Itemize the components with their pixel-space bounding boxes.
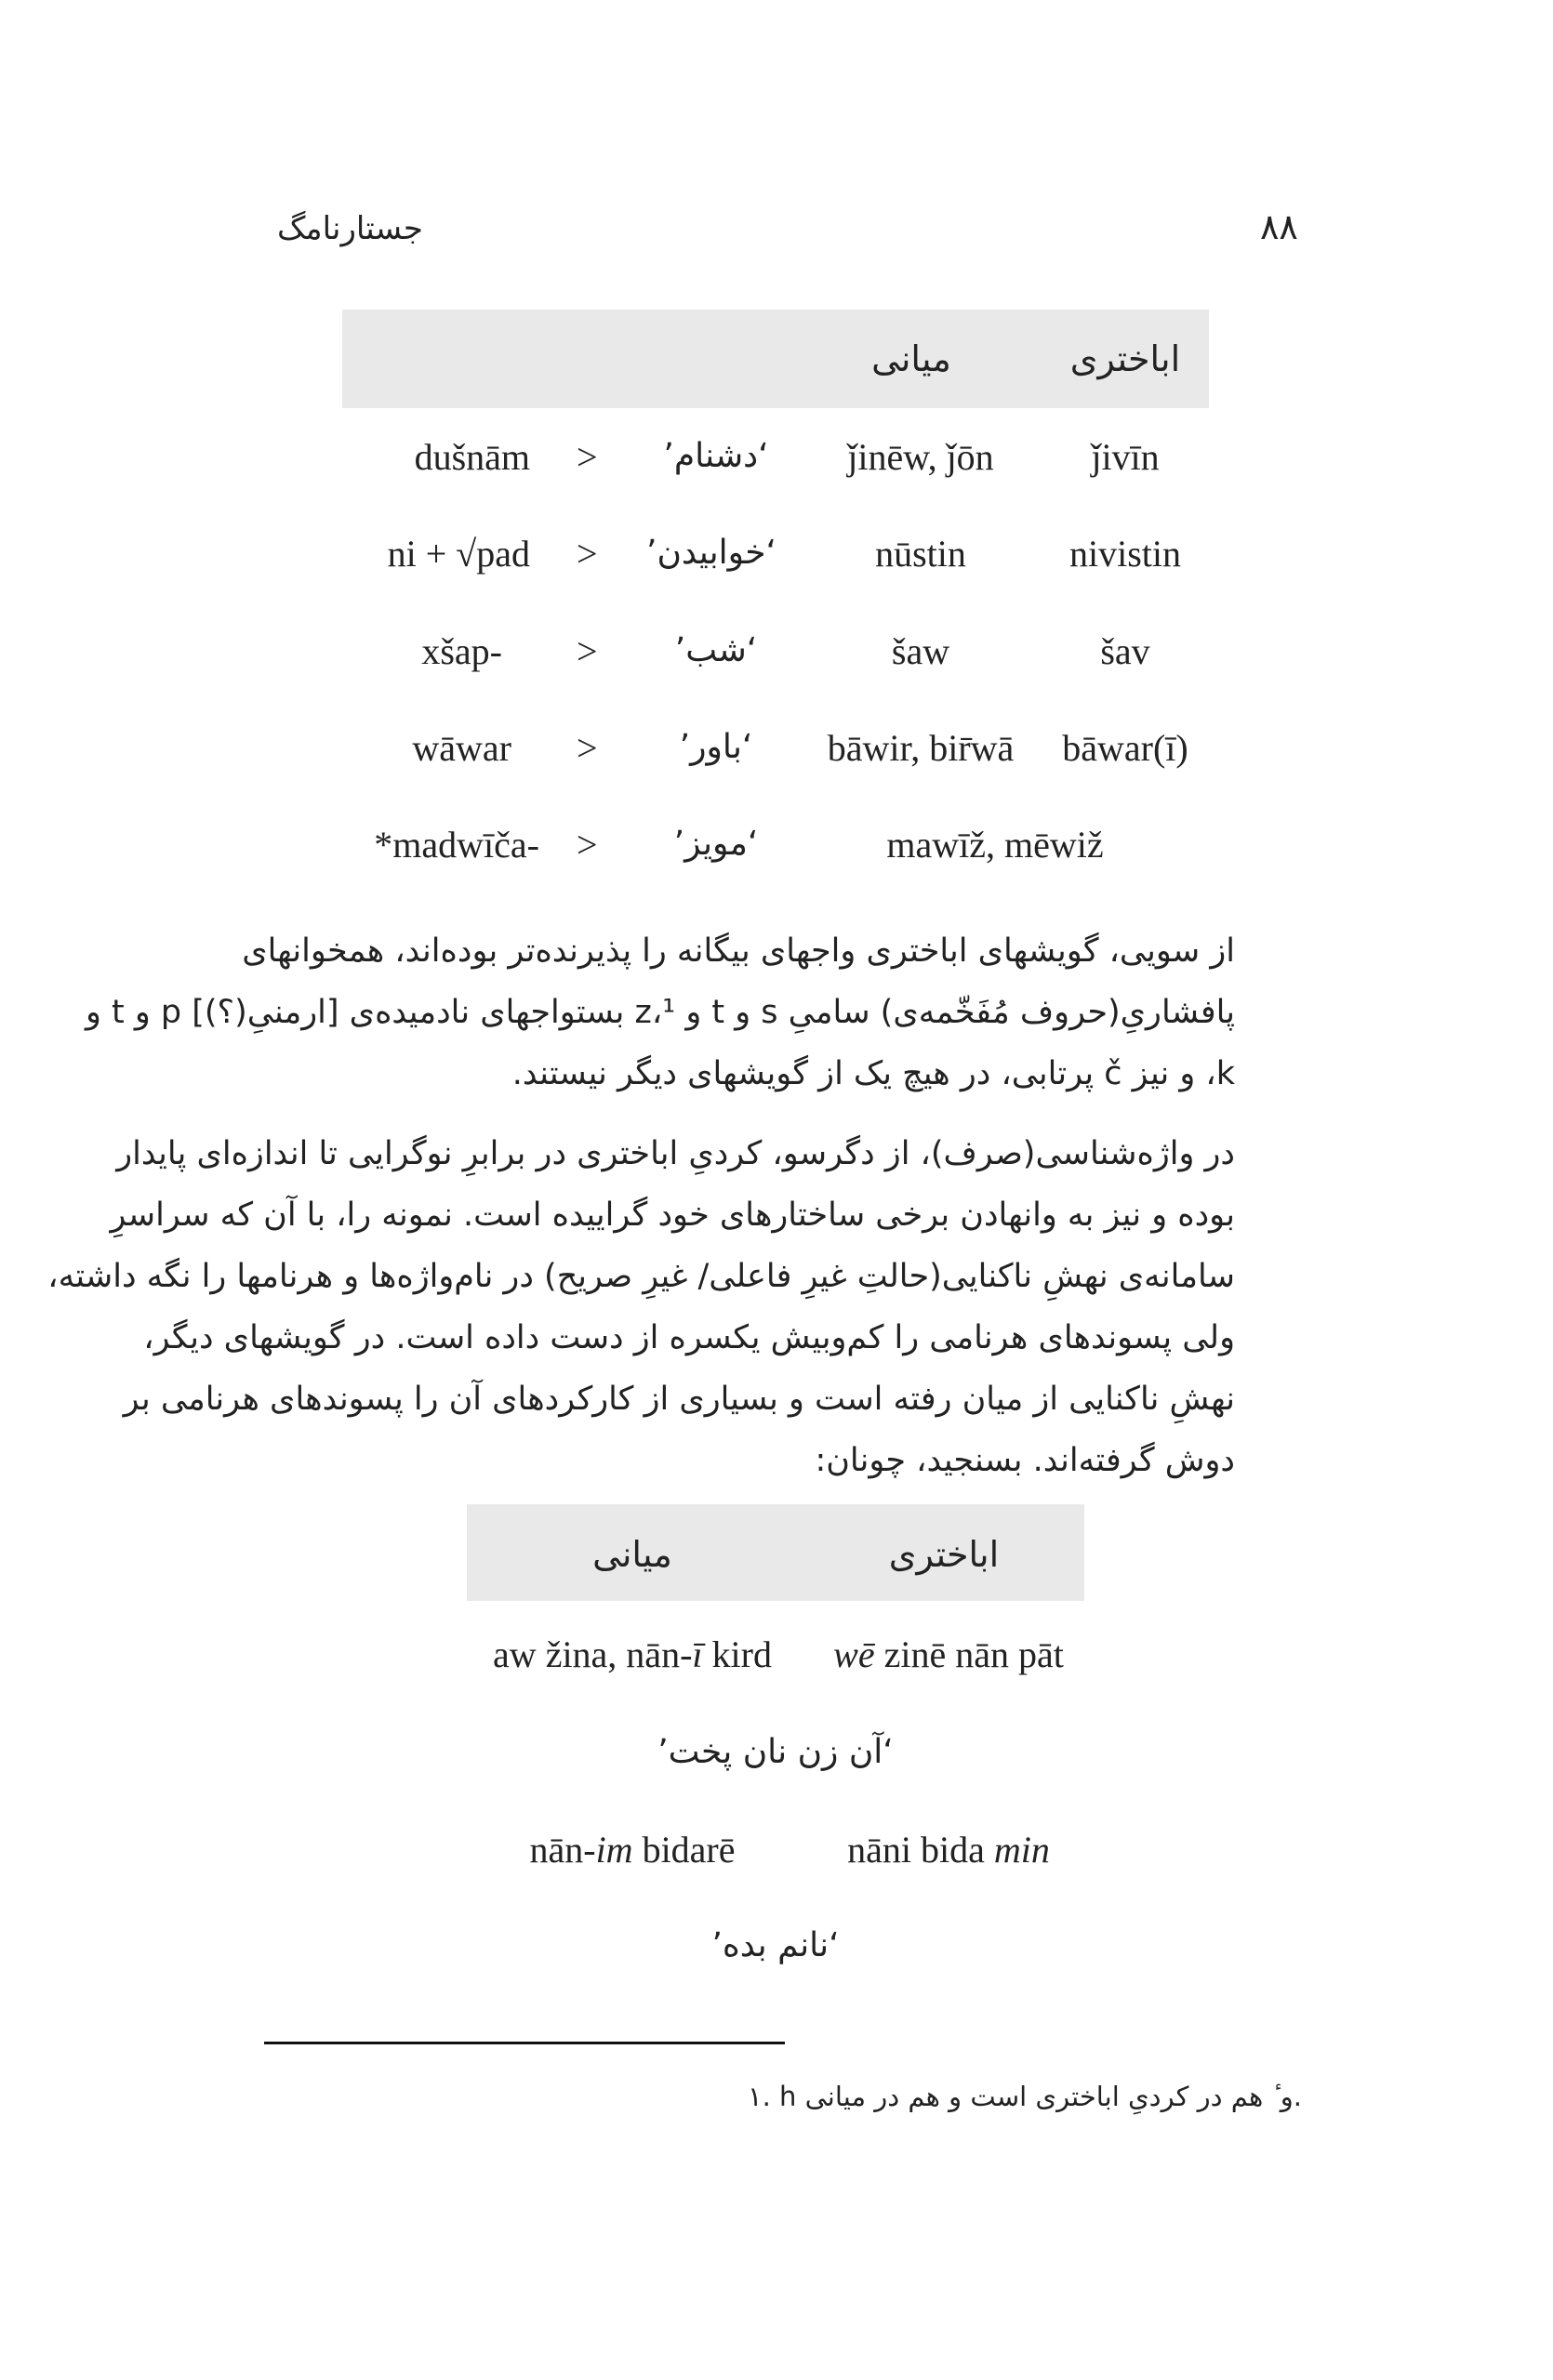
row-gloss: ‘خوابیدن’ [646,534,776,572]
paragraph-1 [85,920,1235,1104]
row-gloss: ‘مویز’ [673,825,759,863]
example-1-abakhtari [809,1633,1088,1676]
example-1-miyani [465,1633,800,1676]
paragraph-line: از سویی، گویشهای اباختری واجهای بیگانه را پذیرنده‌تر بوده‌اند، همخوانهای [242,932,1235,970]
row-arrow: > [577,533,598,575]
example-1-gloss: ‘آن زن نان پخت’ [657,1733,894,1771]
text-span: kird [702,1633,772,1675]
paragraph-2 [47,1123,1235,1491]
italic-suffix: im [595,1829,633,1871]
text-span: aw žina, nān- [493,1633,693,1675]
row-arrow: > [577,630,598,672]
paragraph-line: بوده و نیز به وانهادن برخی ساختارهای خود گراییده است. نمونه را، با آن که سراسرِ [110,1197,1235,1234]
row-source: dušnām [414,436,530,478]
example-2-miyani [493,1828,772,1871]
row-miyani: nūstin [875,533,966,575]
italic-pronoun: min [993,1829,1050,1871]
page-number: ۸۸ [1260,208,1298,247]
text-span: bidarē [632,1829,736,1871]
row-gloss: ‘شب’ [674,631,758,669]
row-source: xšap- [421,630,502,672]
row-abakhtari: ǰivīn [1091,436,1160,478]
footnote: ١. h و ٔ هم در کردیِ اباختری است و هم در میانی. [747,2081,1302,2112]
text-span: nān- [529,1829,596,1871]
table1-header-abakhtari: اباختری [1069,338,1181,379]
italic-suffix: ī [692,1633,703,1675]
table2-header-miyani: میانی [592,1534,672,1575]
example-2-abakhtari [809,1828,1088,1871]
table1-header-miyani: میانی [871,338,951,379]
row-miyani: mawīž, mēwiž [886,824,1104,866]
paragraph-line: پافشاریِ(حروف مُفَخّمه‌ی) سامیِ s و t و z،¹ بستواجهای نادمیده‌ی [ارمنیِ(؟)] p و t و [85,994,1235,1031]
example-2-gloss: ‘نانم بده’ [711,1926,840,1964]
paragraph-line: k، و نیز č پرتابی، در هیچ یک از گویشهای دیگر نیستند. [511,1055,1235,1092]
footnote-rule [264,2042,785,2044]
row-miyani: ǰinēw, ǰōn [847,436,994,478]
text-span: zinē nān pāt [874,1633,1064,1675]
row-gloss: ‘دشنام’ [663,437,769,475]
table2-header-abakhtari: اباختری [888,1534,1000,1575]
paragraph-line: نهشِ ناکنایی از میان رفته است و بسیاری از کارکردهای آن را پسوندهای هرنامی بر [123,1381,1235,1418]
row-abakhtari: bāwar(ī) [1062,727,1188,769]
row-abakhtari: nivistin [1069,533,1182,575]
row-miyani: šaw [891,630,950,672]
running-title: جستارنامگ [277,210,423,247]
paragraph-line: سامانه‌ی نهشِ ناکنایی(حالتِ غیرِ فاعلی/ غیرِ صریح) در نام‌واژه‌ها و هرنامها را نگه داشته، [47,1258,1235,1295]
paragraph-line: دوش گرفته‌اند. بسنجید، چونان: [815,1442,1235,1479]
row-source: wāwar [412,727,511,769]
row-arrow: > [577,727,598,769]
paragraph-line: در واژه‌شناسی(صرف)، از دگرسو، کردیِ اباختری در برابرِ نوگرایی تا اندازه‌ای پایدار [116,1135,1235,1172]
row-source: ni + √pad [387,533,530,575]
row-gloss: ‘باور’ [679,728,753,766]
row-arrow: > [577,824,598,866]
row-abakhtari: šav [1100,630,1150,672]
italic-pronoun: wē [833,1633,875,1675]
text-span: nāni bida [847,1829,994,1871]
paragraph-line: ولی پسوندهای هرنامی را کم‌وبیش یکسره از دست داده است. در گویشهای دیگر، [143,1319,1235,1356]
row-source: *madwīča- [374,824,539,866]
row-miyani: bāwir, bir̄wā [827,727,1015,769]
row-arrow: > [577,436,598,478]
